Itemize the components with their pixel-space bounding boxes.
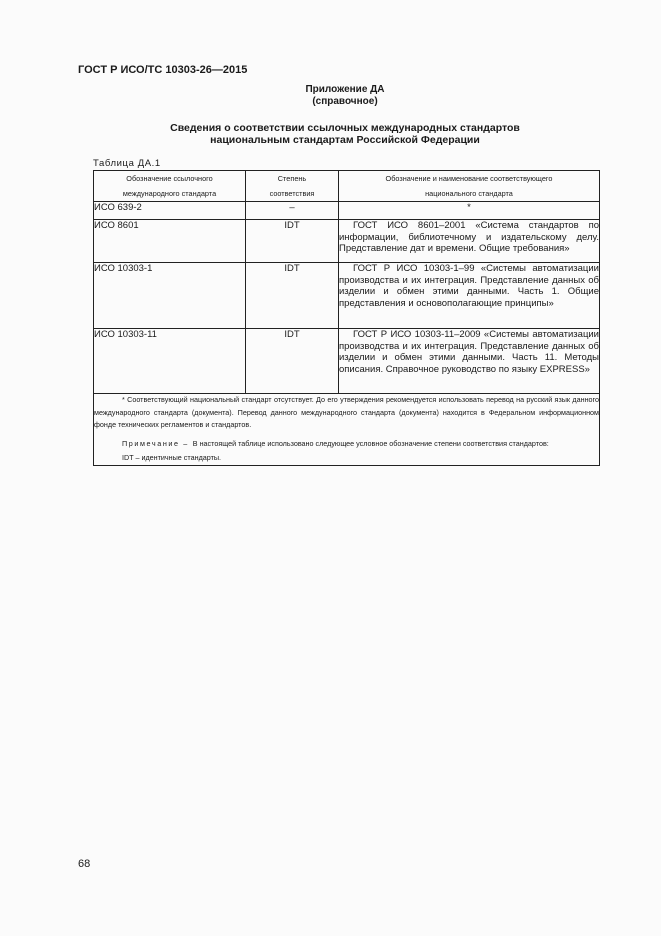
table-notes: [94, 394, 600, 466]
reference-cell: ИСО 639-2: [94, 202, 246, 220]
column-header-text: соответствия: [269, 189, 315, 198]
table-caption: Таблица ДА.1: [93, 158, 161, 169]
standards-table: [93, 170, 600, 466]
column-header-national: [339, 171, 600, 202]
table-row: [94, 202, 600, 220]
national-standard-cell: ГОСТ Р ИСО 10303-1–99 «Системы автоматизации производства и их интеграция. Представление данных об изделии и обмен этими данными. Часть 1. Общие представления и основополагающие принципы»: [339, 263, 600, 329]
column-header-text: национального стандарта: [425, 189, 513, 198]
table-notes-row: [94, 394, 600, 466]
column-header-text: Обозначение и наименование соответствующего: [385, 174, 553, 183]
degree-cell: IDT: [246, 329, 339, 394]
national-standard-cell: ГОСТ ИСО 8601–2001 «Система стандартов по информации, библиотечному и издательскому делу. Представление дат и времени. Общие требования»: [339, 220, 600, 263]
note-label: Примечание –: [122, 438, 189, 448]
column-header-text: Обозначение ссылочного: [126, 174, 213, 183]
column-header-reference: [94, 171, 246, 202]
reference-cell: ИСО 10303-11: [94, 329, 246, 394]
national-standard-cell: *: [339, 202, 600, 220]
degree-cell: IDT: [246, 263, 339, 329]
column-header-text: международного стандарта: [122, 189, 217, 198]
appendix-type: (справочное): [312, 96, 378, 107]
note-item: IDT – идентичные стандарты.: [122, 453, 222, 462]
column-header-degree: [246, 171, 339, 202]
section-title-line2: национальным стандартам Российской Федерации: [210, 134, 480, 146]
table-row: [94, 220, 600, 263]
note-paragraph: [94, 438, 599, 451]
section-title-line1: Сведения о соответствии ссылочных международных стандартов: [170, 122, 520, 134]
page-number: 68: [78, 858, 91, 870]
national-standard-cell: ГОСТ Р ИСО 10303-11–2009 «Системы автоматизации производства и их интеграция. Представление данных об изделии и обмен этими данными. Часть 11. Методы описания. Справочное руководство по языку EXPRESS»: [339, 329, 600, 394]
table-row: [94, 263, 600, 329]
degree-cell: IDT: [246, 220, 339, 263]
appendix-title: Приложение ДА: [305, 84, 385, 95]
degree-cell: –: [246, 202, 339, 220]
document-code: ГОСТ Р ИСО/ТС 10303-26—2015: [78, 64, 248, 76]
footnote: * Соответствующий национальный стандарт отсутствует. До его утверждения рекомендуется использовать перевод на русский язык данного международного стандарта (документа). Перевод данного международного стандарта (документа) находится в Федеральном информационном фонде технических регламентов и стандартов.: [94, 395, 599, 429]
table-row: [94, 329, 600, 394]
reference-cell: ИСО 8601: [94, 220, 246, 263]
column-header-text: Степень: [277, 174, 307, 183]
note-text: В настоящей таблице использовано следующее условное обозначение степени соответствия стандартов:: [192, 438, 549, 448]
reference-cell: ИСО 10303-1: [94, 263, 246, 329]
table-header-row: [94, 171, 600, 202]
